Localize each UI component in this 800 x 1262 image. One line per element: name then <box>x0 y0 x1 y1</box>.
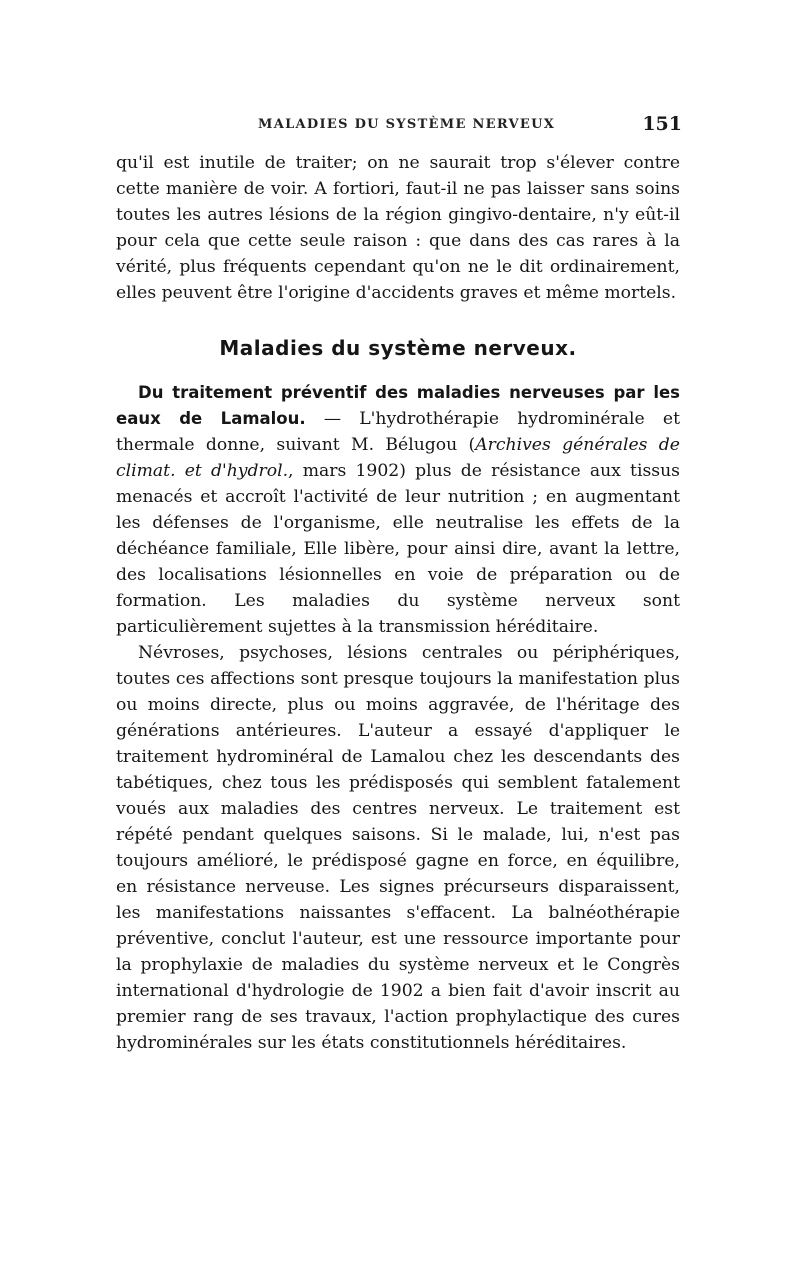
intro-text-block <box>116 150 680 306</box>
section-title: Maladies du système nerveux. <box>219 336 577 360</box>
page-number: 151 <box>642 113 682 135</box>
paragraph-1-rest: , mars 1902) plus de résistance aux tissus menacés et accroît l'activité de leur nutrition ; en augmentant les défenses de l'organisme, elle neutralise les effets de la déchéance familiale, Elle libère, pour ainsi dire, avant la lettre, des localisations lésionnelles en voie de préparation ou de formation. Les maladies du système nerveux sont particulièrement sujettes à la transmission héréditaire. <box>116 461 680 637</box>
running-head <box>112 113 686 139</box>
source-citation: Archives générales de climat. et d'hydrol. <box>116 435 680 481</box>
article-title: Du traitement préventif des maladies nerveuses par les eaux de Lamalou. <box>116 383 680 428</box>
article-paragraph-2: Névroses, psychoses, lésions centrales ou périphériques, toutes ces affections sont presque toujours la manifestation plus ou moins directe, plus ou moins aggravée, de l'héritage des générations antérieures. L'auteur a essayé d'appliquer le traitement hydrominéral de Lamalou chez les descendants des tabétiques, chez tous les prédisposés qui semblent fatalement voués aux maladies des centres nerveux. Le traitement est répété pendant quelques saisons. Si le malade, lui, n'est pas toujours amélioré, le prédisposé gagne en force, en équilibre, en résistance nerveuse. Les signes précurseurs disparaissent, les manifestations naissantes s'effacent. La balnéothérapie préventive, conclut l'auteur, est une ressource importante pour la prophylaxie de maladies du système nerveux et le Congrès international d'hydrologie de 1902 a bien fait d'avoir inscrit au premier rang de ses travaux, l'action prophylactique des cures hydrominérales sur les états constitutionnels héréditaires. <box>116 643 680 1053</box>
intro-paragraph: qu'il est inutile de traiter; on ne saurait trop s'élever contre cette manière de voir. A fortiori, faut-il ne pas laisser sans soins toutes les autres lésions de la région gingivo-dentaire, n'y eût-il pour cela que cette seule raison : que dans des cas rares à la vérité, plus fréquents cependant qu'on ne le dit ordinairement, elles peuvent être l'origine d'accidents graves et même mortels. <box>116 153 680 303</box>
running-title: MALADIES DU SYSTÈME NERVEUX <box>258 117 556 132</box>
article-paragraph-1 <box>116 380 680 640</box>
section-body <box>116 380 680 1056</box>
paragraph-1-lead: — L'hydrothérapie hydrominérale et thermale donne, suivant M. Bélugou ( <box>116 409 680 455</box>
